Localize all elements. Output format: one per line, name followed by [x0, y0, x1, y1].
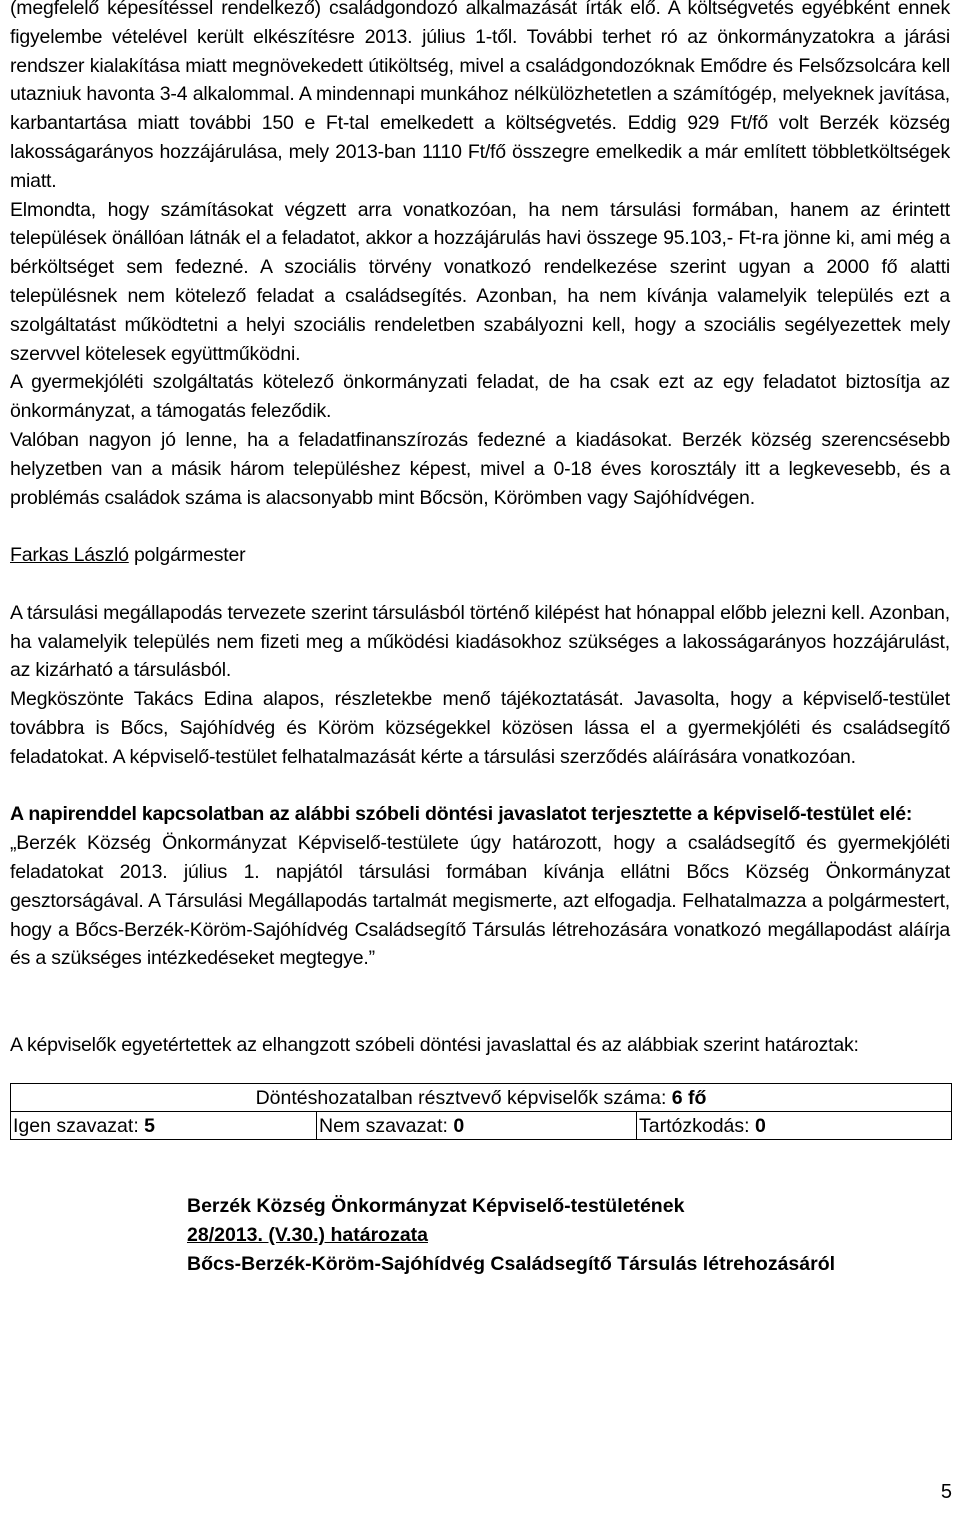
agreement-text: A képviselők egyetértettek az elhangzott szóbeli döntési javaslattal és az alábbiak szerint határoztak:	[10, 1033, 859, 1056]
spacer	[10, 512, 950, 541]
page-number: 5	[940, 1481, 952, 1503]
participants-value: 6 fő	[671, 1086, 707, 1109]
spacer	[10, 570, 950, 599]
paragraph-financing: Valóban nagyon jó lenne, ha a feladatfinanszírozás fedezné a kiadásokat. Berzék község szerencsésebb helyzetben van a másik három településhez képest, mivel a 0-18 éves korosztály itt a legkevesebb, és a problémás családok száma is alacsonyabb mint Bőcsön, Körömben vagy Sajóhídvégen.	[10, 428, 950, 509]
proposal-text: „Berzék Község Önkormányzat Képviselő-testülete úgy határozott, hogy a családsegítő és gyermekjóléti feladatokat 2013. július 1. napjától társulási formában kívánja ellátni Bőcs Község Önkormányzat gesztorságával. A Társulási Megállapodás tartalmát megismerte, azt elfogadja. Felhatalmazza a polgármestert, hogy a Bőcs-Berzék-Köröm-Sajóhídvég Családsegítő Társulás létrehozására vonatkozó megállapodást aláírja és a szükséges intézkedéseket megtegye.”	[10, 832, 950, 970]
resolution-line-1: Berzék Község Önkormányzat Képviselő-testületének	[187, 1195, 685, 1218]
no-label: Nem szavazat:	[319, 1114, 454, 1137]
abstain-value: 0	[754, 1114, 766, 1137]
abstain-label: Tartózkodás:	[639, 1114, 755, 1137]
vote-participants-cell	[11, 1084, 952, 1112]
spacer	[10, 772, 950, 801]
vote-results-row	[11, 1112, 952, 1140]
vote-participants-row	[11, 1084, 952, 1112]
paragraph-budget: (megfelelő képesítéssel rendelkező) családgondozó alkalmazását írták elő. A költségvetés egyébként ennek figyelembe vételével került elkészítésre 2013. július 1-től. További terhet ró az önkormányzatokra a járási rendszer kialakítása miatt megnövekedett útiköltség, mivel a családgondozóknak Emődre és Felsőzsolcára kell utazniuk havonta 3-4 alkalommal. A mindennapi munkához nélkülözhetetlen a számítógép, melyeknek javítása, karbantartása miatt további 150 e Ft-tal emelkedett a költségvetés. Eddig 929 Ft/fő volt Berzék község lakosságarányos hozzájárulása, mely 2013-ban 1110 Ft/fő összegre emelkedik a már említett többletköltségek miatt.	[10, 0, 950, 192]
resolution-number: 28/2013. (V.30.) határozata	[187, 1224, 428, 1247]
vote-table	[10, 1083, 952, 1140]
vote-abstain-cell	[637, 1112, 952, 1140]
paragraph-withdrawal: A társulási megállapodás tervezete szerint társulásból történő kilépést hat hónappal előbb jelezni kell. Azonban, ha valamelyik település nem fizeti meg a működési kiadásokhoz szükséges a lakosságarányos hozzájárulást, az kizárható a társulásból.	[10, 601, 950, 682]
spacer	[10, 973, 950, 1002]
paragraph-calculation: Elmondta, hogy számításokat végzett arra vonatkozóan, ha nem társulási formában, hanem az érintett települések önállóan látnák el a feladatot, akkor a hozzájárulás havi összege 95.103,- Ft-ra jönne ki, ami még a bérköltséget sem fedezné. A szociális törvény vonatkozó rendelkezése szerint ugyan a 2000 fő alatti településnek nem kötelező feladat a családsegítés. Azonban, ha nem kívánja valamelyik település ezt a szolgáltatást működtetni a helyi szociális rendeletben szabályozni kell, hogy a szociális segélyezettek mely szervvel kötelesek együttműködni.	[10, 198, 950, 365]
participants-label: Döntéshozatalban résztvevő képviselők száma:	[255, 1086, 672, 1109]
spacer	[10, 1002, 950, 1031]
resolution-subject: Bőcs-Berzék-Köröm-Sajóhídvég Családsegítő Társulás létrehozásáról	[187, 1253, 836, 1276]
vote-yes-cell	[11, 1112, 317, 1140]
speaker-line	[10, 541, 950, 570]
speaker-role: polgármester	[128, 544, 246, 567]
yes-value: 5	[144, 1114, 156, 1137]
paragraph-child-welfare: A gyermekjóléti szolgáltatás kötelező önkormányzati feladat, de ha csak ezt az egy feladatot biztosítja az önkormányzat, a támogatás feleződik.	[10, 371, 950, 423]
proposal-heading: A napirenddel kapcsolatban az alábbi szóbeli döntési javaslatot terjesztette a képviselő-testület elé:	[10, 803, 913, 826]
no-value: 0	[453, 1114, 465, 1137]
resolution-title	[187, 1192, 950, 1278]
yes-label: Igen szavazat:	[13, 1114, 145, 1137]
paragraph-thanks: Megköszönte Takács Edina alapos, részletekbe menő tájékoztatását. Javasolta, hogy a képviselő-testület továbbra is Bőcs, Sajóhídvég és Köröm községekkel közösen lássa el a gyermekjóléti és családsegítő feladatokat. A képviselő-testület felhatalmazását kérte a társulási szerződés aláírására vonatkozóan.	[10, 688, 950, 768]
speaker-name: Farkas László	[10, 544, 129, 567]
vote-no-cell	[317, 1112, 637, 1140]
